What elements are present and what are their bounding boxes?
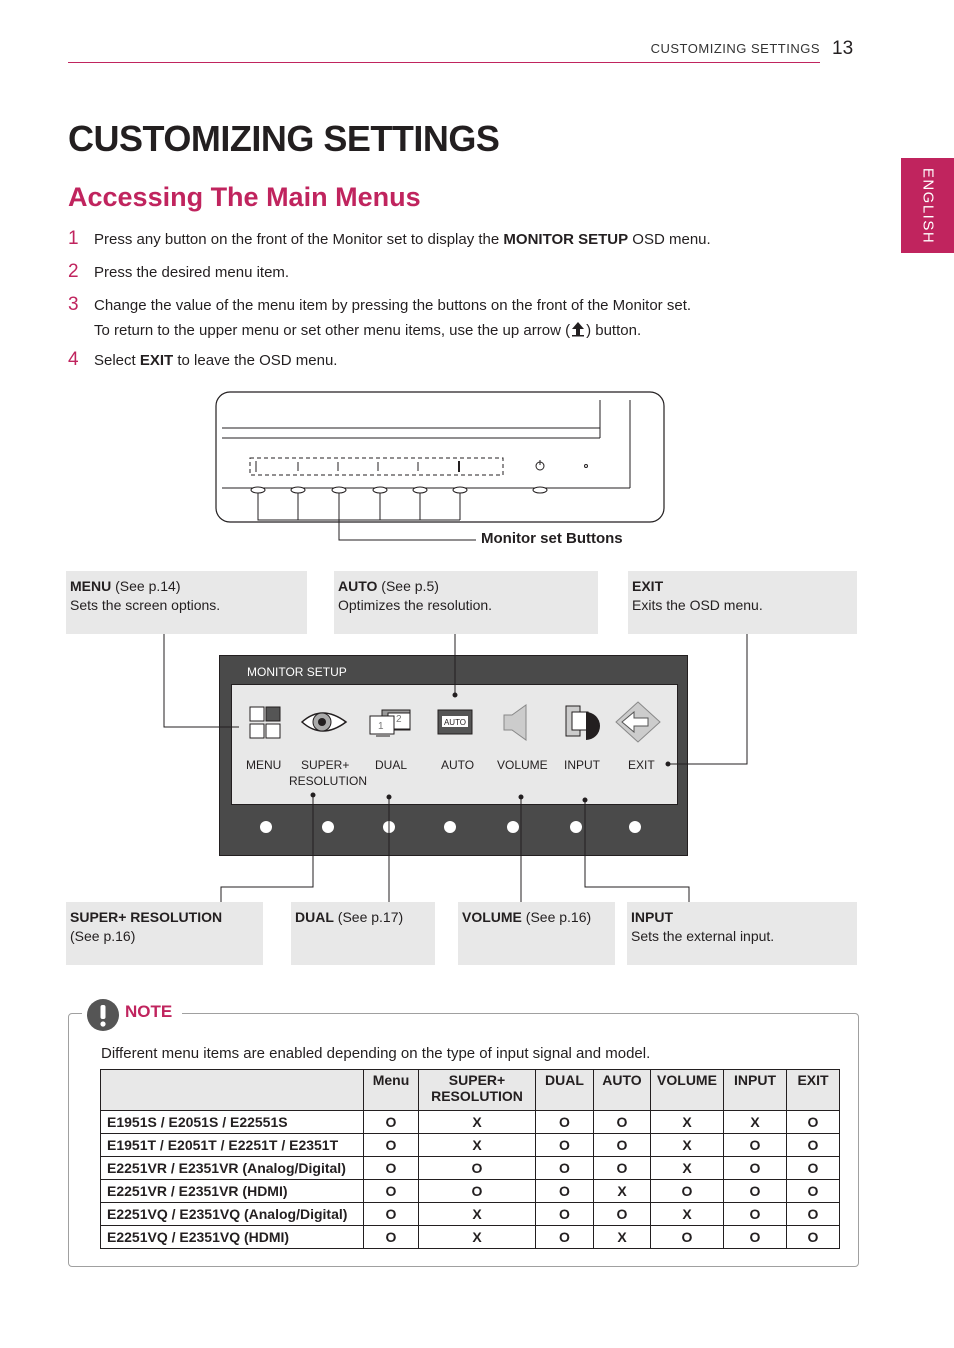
- support-cell: O: [364, 1180, 419, 1203]
- column-header: DUAL: [536, 1070, 594, 1111]
- support-cell: O: [724, 1157, 787, 1180]
- column-header: EXIT: [787, 1070, 840, 1111]
- callout-desc: Sets the screen options.: [70, 597, 221, 613]
- osd-item-menu[interactable]: MENU: [246, 758, 282, 772]
- support-cell: O: [364, 1111, 419, 1134]
- model-cell: E2251VR / E2351VR (Analog/Digital): [101, 1157, 364, 1180]
- support-cell: X: [724, 1111, 787, 1134]
- support-cell: O: [536, 1111, 594, 1134]
- column-header: Menu: [364, 1070, 419, 1111]
- column-header: SUPER+ RESOLUTION: [419, 1070, 536, 1111]
- callout-title: VOLUME: [462, 909, 522, 925]
- svg-text:1: 1: [378, 721, 384, 732]
- support-cell: O: [787, 1226, 840, 1249]
- model-cell: E1951S / E2051S / E22551S: [101, 1111, 364, 1134]
- support-cell: O: [787, 1111, 840, 1134]
- support-cell: X: [594, 1226, 651, 1249]
- support-cell: O: [594, 1157, 651, 1180]
- callout-title: MENU: [70, 578, 112, 594]
- callout-super-resolution: [66, 902, 263, 965]
- model-table: [100, 1069, 840, 1249]
- callout-title: INPUT: [631, 909, 673, 925]
- callout-ref: (See p.14): [111, 578, 181, 594]
- table-row: [101, 1111, 840, 1134]
- callout-ref: (See p.17): [333, 909, 404, 925]
- language-tab-label: ENGLISH: [919, 167, 936, 244]
- table-row: [101, 1226, 840, 1249]
- support-cell: O: [536, 1157, 594, 1180]
- step-text: To return to the upper menu or set other menu items, use the up arrow (: [94, 322, 571, 339]
- support-cell: O: [419, 1180, 536, 1203]
- note-text: Different menu items are enabled depending on the type of input signal and model.: [101, 1045, 651, 1062]
- support-cell: X: [594, 1180, 651, 1203]
- table-row: [101, 1157, 840, 1180]
- support-cell: O: [724, 1180, 787, 1203]
- support-cell: O: [594, 1111, 651, 1134]
- callout-desc: Optimizes the resolution.: [338, 597, 493, 613]
- step-text: Press the desired menu item.: [94, 264, 290, 281]
- support-cell: X: [419, 1111, 536, 1134]
- osd-item-input[interactable]: INPUT: [564, 758, 600, 772]
- support-cell: O: [724, 1134, 787, 1157]
- step-text: Press any button on the front of the Monitor set to display the: [94, 231, 504, 248]
- support-cell: X: [651, 1111, 724, 1134]
- support-cell: O: [364, 1226, 419, 1249]
- step-text: Select: [94, 352, 140, 369]
- support-cell: O: [364, 1157, 419, 1180]
- osd-item-dual[interactable]: DUAL: [375, 758, 408, 772]
- callout-title: DUAL: [295, 909, 334, 925]
- support-cell: O: [651, 1226, 724, 1249]
- support-cell: O: [724, 1203, 787, 1226]
- support-cell: O: [364, 1203, 419, 1226]
- support-cell: X: [419, 1203, 536, 1226]
- step-text: to leave the OSD menu.: [173, 352, 338, 369]
- osd-item-volume[interactable]: VOLUME: [497, 758, 548, 772]
- support-cell: O: [787, 1134, 840, 1157]
- page-title: CUSTOMIZING SETTINGS: [68, 118, 500, 159]
- step-number: 4: [68, 349, 79, 370]
- callout-input: [627, 902, 857, 965]
- support-cell: X: [651, 1134, 724, 1157]
- support-cell: O: [724, 1226, 787, 1249]
- support-cell: O: [536, 1180, 594, 1203]
- running-header: CUSTOMIZING SETTINGS: [650, 41, 820, 56]
- support-cell: O: [651, 1180, 724, 1203]
- exclamation-icon: [86, 998, 120, 1032]
- column-header: VOLUME: [651, 1070, 724, 1111]
- step-number: 3: [68, 294, 79, 315]
- step-bold: MONITOR SETUP: [503, 231, 629, 248]
- svg-text:AUTO: AUTO: [443, 718, 467, 727]
- support-cell: O: [536, 1226, 594, 1249]
- step-number: 1: [68, 228, 79, 249]
- callout-ref: (See p.16): [521, 909, 592, 925]
- callout-ref: (See p.5): [377, 578, 439, 594]
- model-cell: E2251VQ / E2351VQ (HDMI): [101, 1226, 364, 1249]
- osd-title: MONITOR SETUP: [247, 665, 347, 679]
- osd-item-auto[interactable]: AUTO: [441, 758, 475, 772]
- callout-volume: [458, 902, 615, 965]
- support-cell: O: [536, 1203, 594, 1226]
- support-cell: O: [787, 1203, 840, 1226]
- table-header-row: [101, 1070, 840, 1111]
- table-row: [101, 1203, 840, 1226]
- step-text: Change the value of the menu item by pressing the buttons on the front of the Monitor set.: [94, 297, 692, 314]
- support-cell: X: [651, 1157, 724, 1180]
- model-cell: E2251VR / E2351VR (HDMI): [101, 1180, 364, 1203]
- step-text: ) button.: [586, 322, 642, 339]
- column-header: INPUT: [724, 1070, 787, 1111]
- callout-title: AUTO: [338, 578, 378, 594]
- step-text: OSD menu.: [628, 231, 711, 248]
- callout-desc: Exits the OSD menu.: [632, 597, 763, 613]
- support-cell: O: [787, 1180, 840, 1203]
- model-cell: E2251VQ / E2351VQ (Analog/Digital): [101, 1203, 364, 1226]
- support-cell: O: [536, 1134, 594, 1157]
- callout-title: EXIT: [632, 578, 664, 594]
- table-row: [101, 1180, 840, 1203]
- osd-item-exit[interactable]: EXIT: [628, 758, 655, 772]
- note-label: NOTE: [125, 1002, 173, 1021]
- monitor-buttons-label: Monitor set Buttons: [481, 530, 623, 547]
- section-title: Accessing The Main Menus: [68, 182, 421, 212]
- callout-title: SUPER+ RESOLUTION: [70, 909, 223, 925]
- svg-text:2: 2: [396, 714, 402, 725]
- table-row: [101, 1134, 840, 1157]
- callout-desc: Sets the external input.: [631, 928, 775, 944]
- support-cell: X: [651, 1203, 724, 1226]
- support-cell: O: [787, 1157, 840, 1180]
- osd-item-super-line2[interactable]: RESOLUTION: [289, 774, 368, 788]
- step-bold: EXIT: [139, 352, 174, 369]
- model-cell: E1951T / E2051T / E2251T / E2351T: [101, 1134, 364, 1157]
- support-cell: O: [364, 1134, 419, 1157]
- column-header: [101, 1070, 364, 1111]
- page-number: 13: [832, 38, 854, 59]
- step-number: 2: [68, 261, 79, 282]
- support-cell: O: [419, 1157, 536, 1180]
- osd-item-super[interactable]: SUPER+: [301, 758, 350, 772]
- callout-desc: (See p.16): [70, 928, 136, 944]
- support-cell: O: [594, 1203, 651, 1226]
- support-cell: X: [419, 1134, 536, 1157]
- column-header: AUTO: [594, 1070, 651, 1111]
- support-cell: X: [419, 1226, 536, 1249]
- callout-dual: [291, 902, 435, 965]
- support-cell: O: [594, 1134, 651, 1157]
